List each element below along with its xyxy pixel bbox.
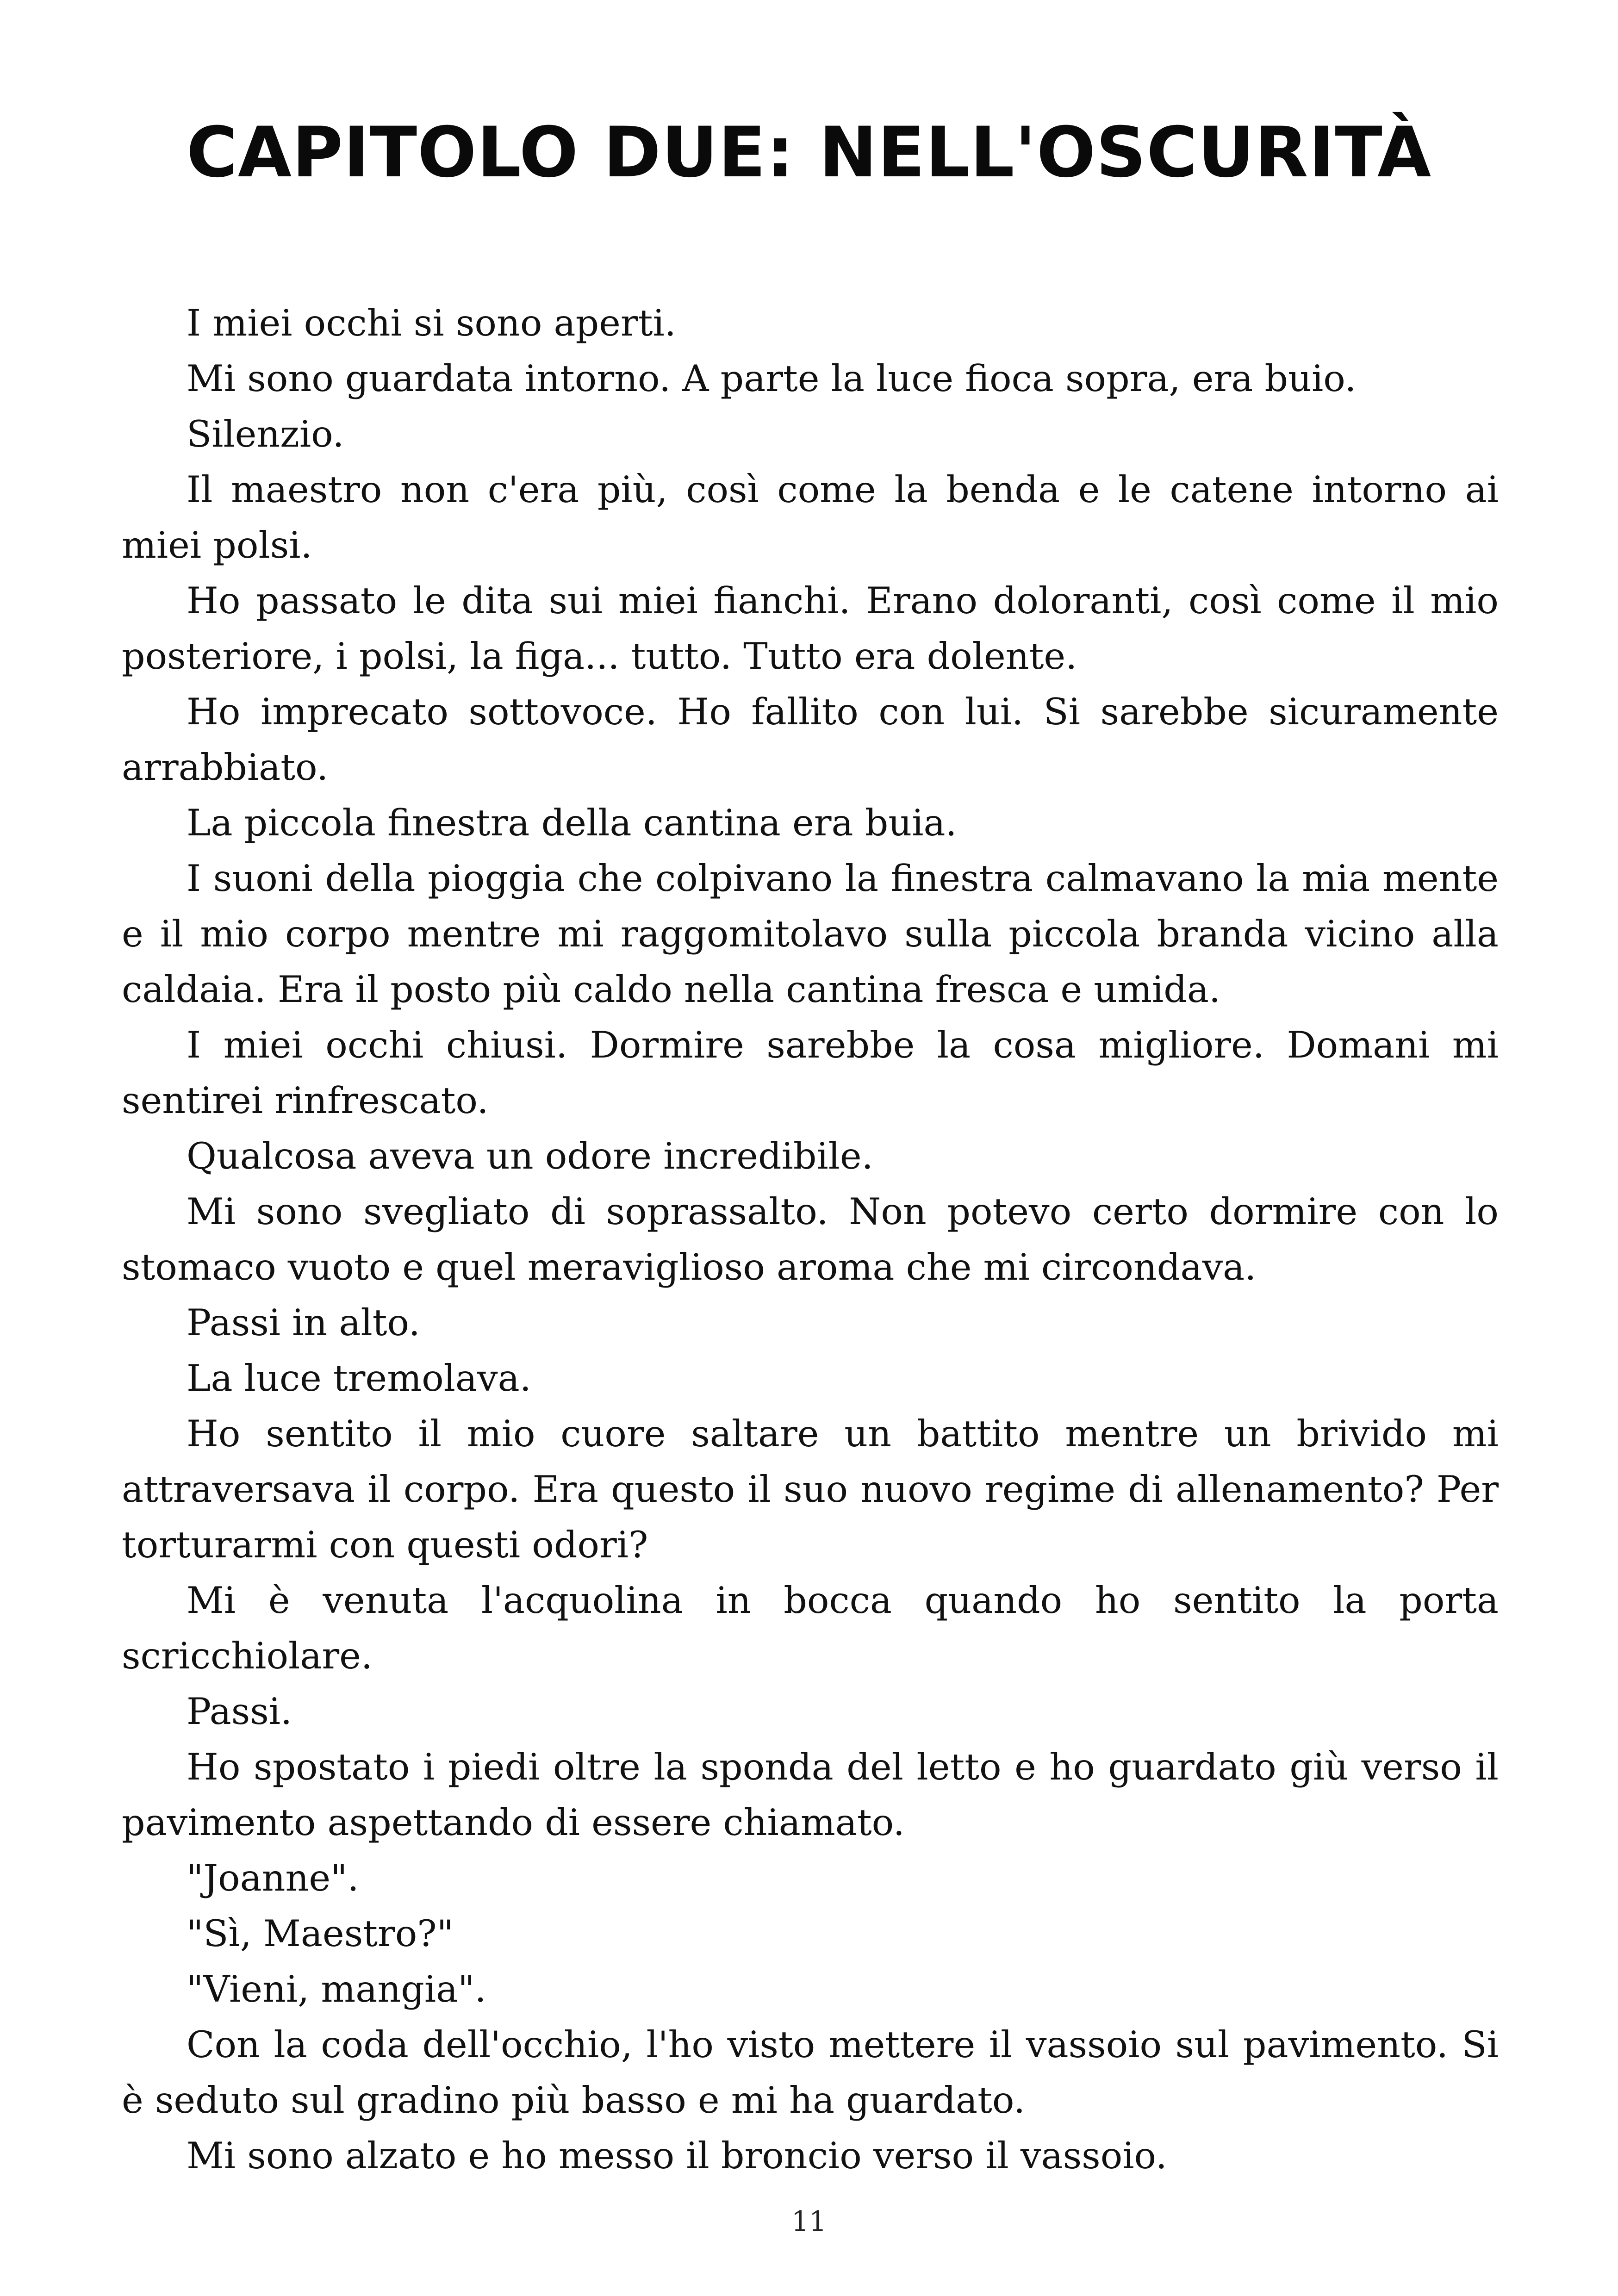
- paragraph: Silenzio.: [187, 413, 344, 455]
- chapter-body: [122, 295, 1499, 2184]
- paragraph: I miei occhi si sono aperti.: [187, 302, 676, 344]
- paragraph: Passi in alto.: [187, 1301, 420, 1344]
- paragraph: Ho passato le dita sui miei fianchi. Erano doloranti, così come il mio posteriore, i polsi, la figa... tutto. Tutto era dolente.: [122, 579, 1499, 678]
- paragraph: Il maestro non c'era più, così come la benda e le catene intorno ai miei polsi.: [122, 468, 1499, 566]
- paragraph: Qualcosa aveva un odore incredibile.: [187, 1135, 873, 1177]
- paragraph: Passi.: [187, 1690, 292, 1733]
- paragraph: Mi sono svegliato di soprassalto. Non potevo certo dormire con lo stomaco vuoto e quel meraviglioso aroma che mi circondava.: [122, 1190, 1499, 1288]
- paragraph: "Joanne".: [187, 1857, 359, 1899]
- paragraph: La piccola finestra della cantina era buia.: [187, 802, 957, 844]
- paragraph: "Sì, Maestro?": [187, 1912, 454, 1955]
- paragraph: Mi sono alzato e ho messo il broncio verso il vassoio.: [187, 2134, 1167, 2177]
- paragraph: Ho spostato i piedi oltre la sponda del letto e ho guardato giù verso il pavimento aspettando di essere chiamato.: [122, 1746, 1499, 1844]
- paragraph: Mi è venuta l'acquolina in bocca quando ho sentito la porta scricchiolare.: [122, 1579, 1499, 1677]
- paragraph: La luce tremolava.: [187, 1357, 531, 1400]
- paragraph: Ho imprecato sottovoce. Ho fallito con lui. Si sarebbe sicuramente arrabbiato.: [122, 691, 1499, 789]
- paragraph: "Vieni, mangia".: [187, 1968, 486, 2010]
- paragraph: I suoni della pioggia che colpivano la finestra calmavano la mia mente e il mio corpo mentre mi raggomitolavo sulla piccola branda vicino alla caldaia. Era il posto più caldo nella cantina fresca e umida.: [122, 857, 1499, 1011]
- page-number: 11: [791, 2205, 827, 2238]
- paragraph: I miei occhi chiusi. Dormire sarebbe la cosa migliore. Domani mi sentirei rinfrescato.: [122, 1024, 1499, 1122]
- paragraph: Mi sono guardata intorno. A parte la luce fioca sopra, era buio.: [187, 357, 1357, 400]
- paragraph: Con la coda dell'occhio, l'ho visto mettere il vassoio sul pavimento. Si è seduto sul gradino più basso e mi ha guardato.: [122, 2023, 1499, 2122]
- paragraph: Ho sentito il mio cuore saltare un battito mentre un brivido mi attraversava il corpo. Era questo il suo nuovo regime di allenamento? Per torturarmi con questi odori?: [122, 1412, 1499, 1566]
- chapter-title: CAPITOLO DUE: NELL'OSCURITÀ: [186, 112, 1432, 193]
